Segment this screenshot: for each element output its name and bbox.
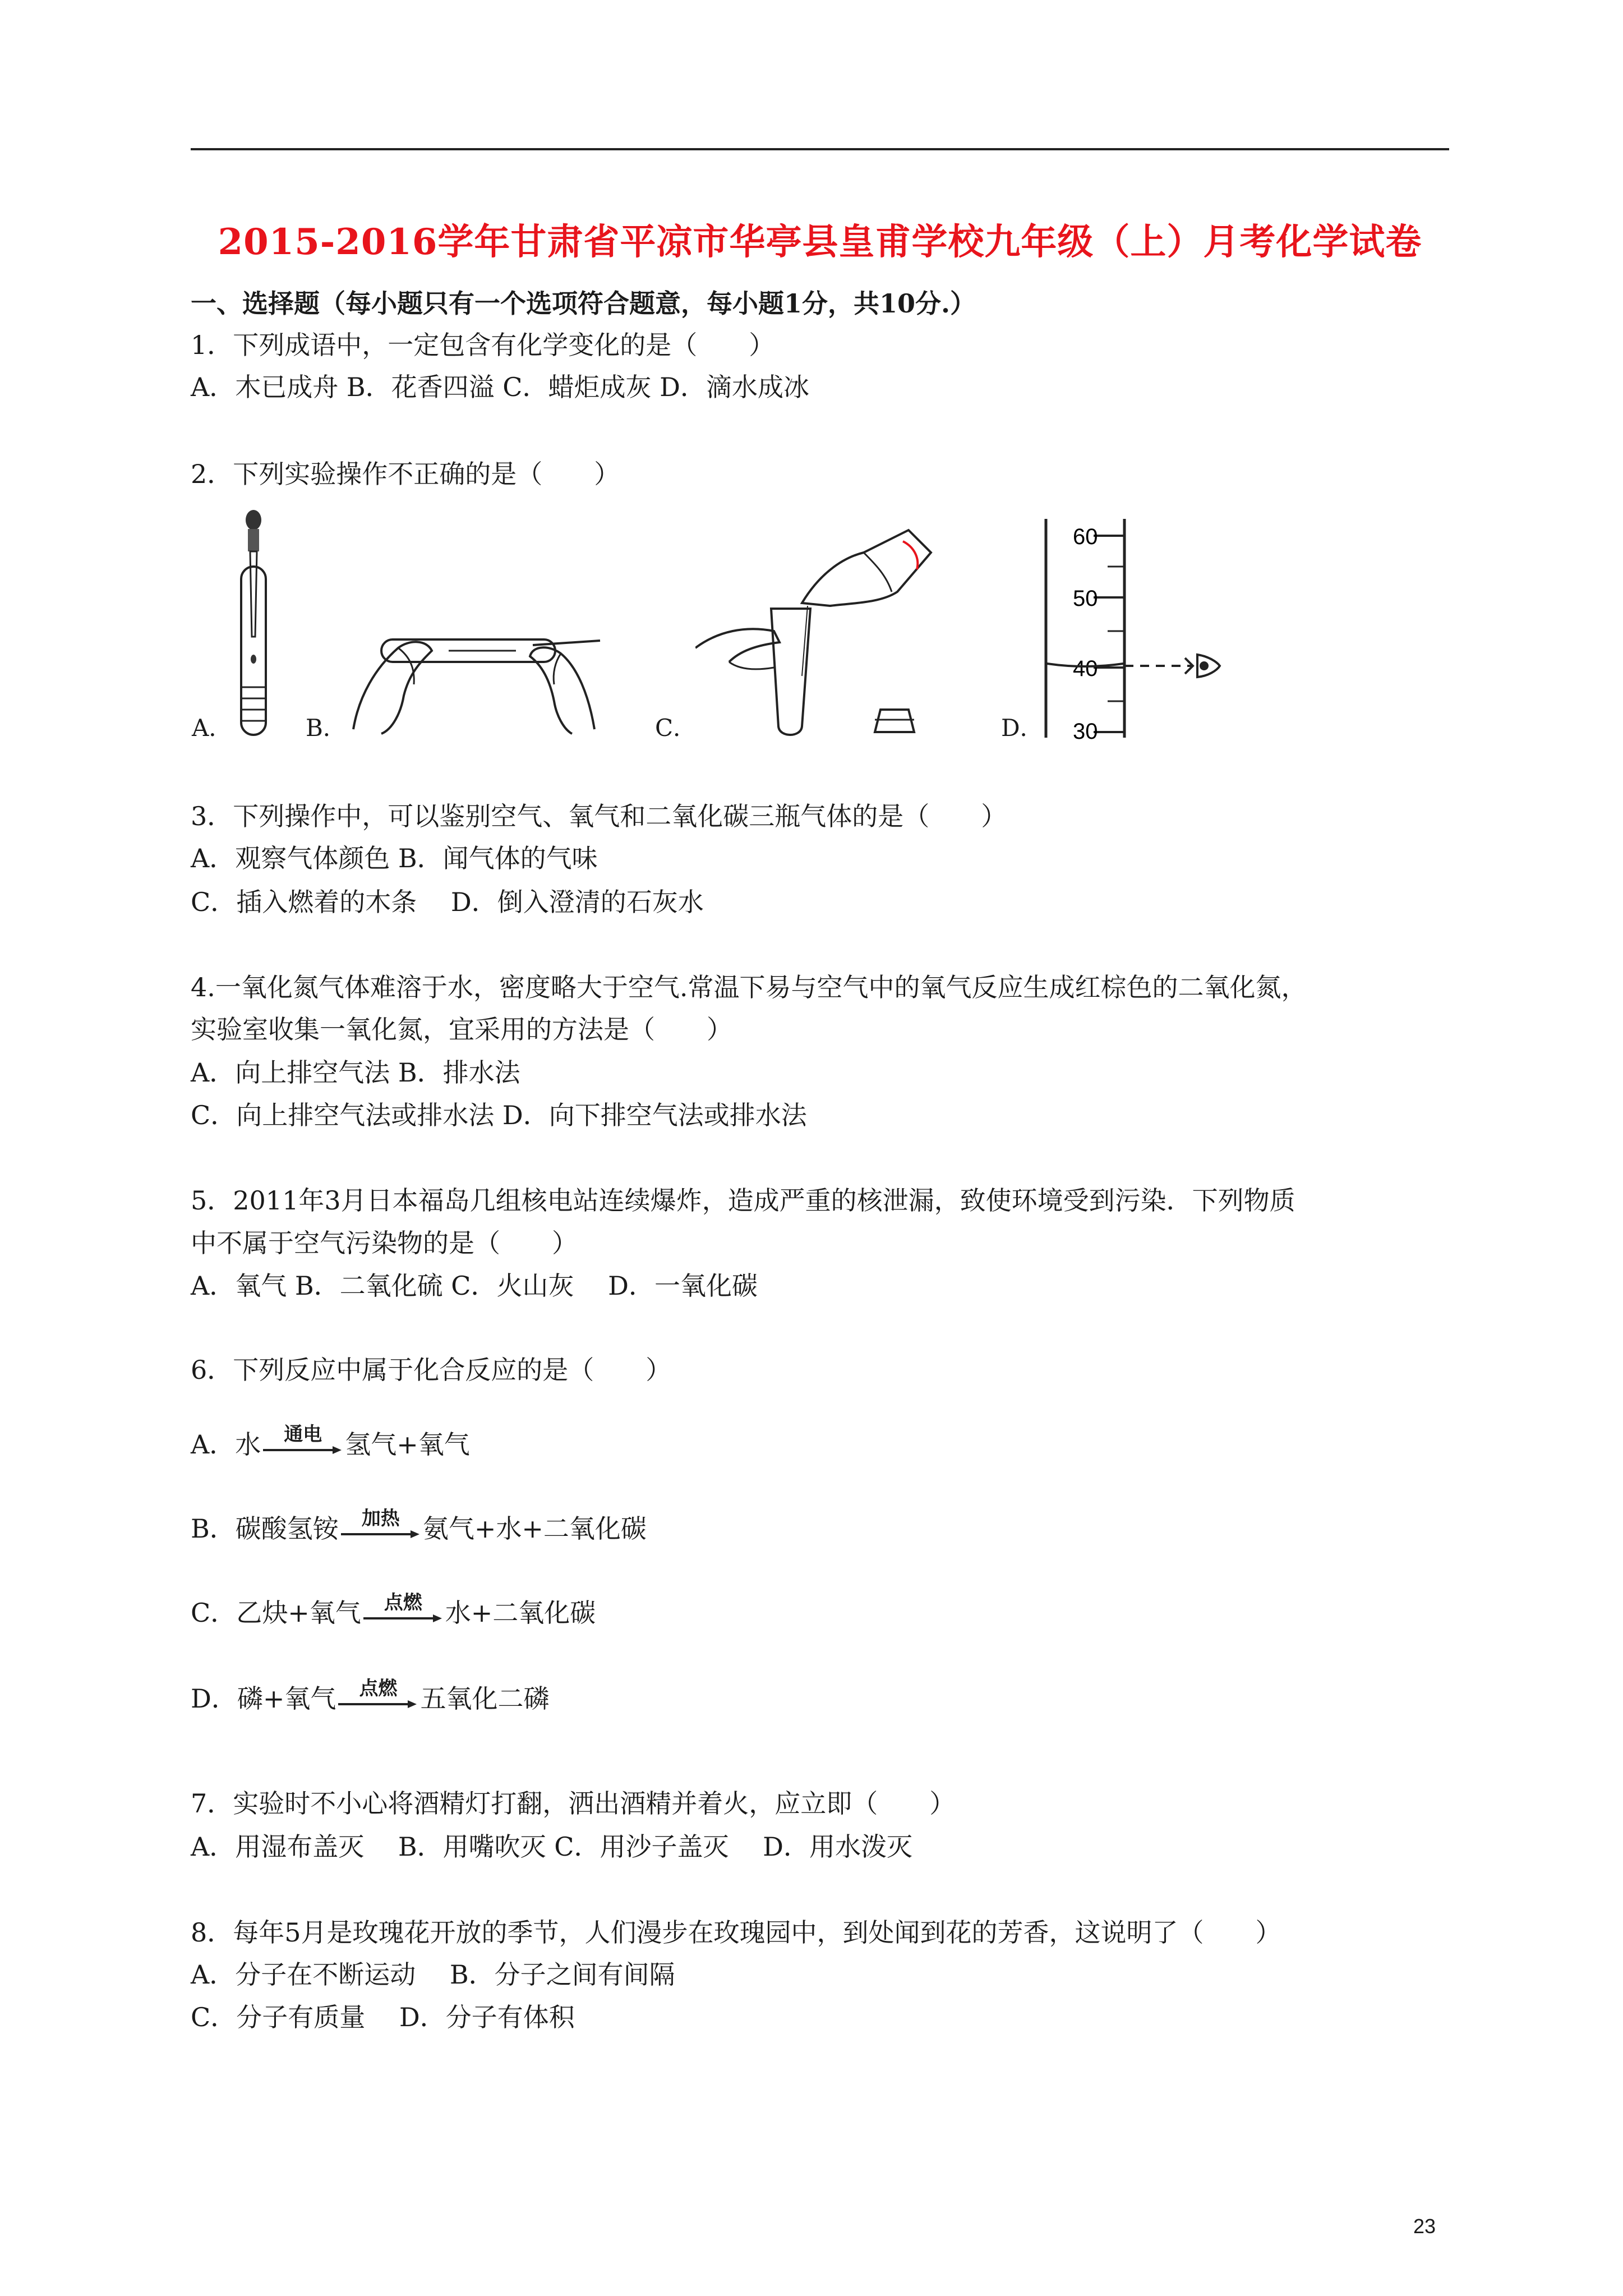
pouring-liquid-figure [695, 508, 942, 743]
reaction-arrow [361, 1591, 445, 1630]
q2-label-c: C． [655, 714, 697, 742]
cylinder-tick-60: 60 [1073, 524, 1098, 549]
q6-c-reactant: C．乙炔+氧气 [191, 1598, 361, 1628]
dropper-in-tube-figure [224, 508, 286, 743]
q1-stem: 1．下列成语中，一定包含有化学变化的是（ ） [191, 330, 775, 360]
reaction-arrow [336, 1677, 420, 1715]
q6-d-reactant: D．磷+氧气 [191, 1683, 336, 1714]
q6-d-condition: 点燃 [359, 1677, 398, 1700]
cylinder-tick-30: 30 [1073, 719, 1098, 743]
q6-stem: 6．下列反应中属于化合反应的是（ ） [191, 1355, 672, 1385]
header-rule [191, 148, 1449, 150]
q4-stem-2: 实验室收集一氧化氮，宜采用的方法是（ ） [191, 1014, 732, 1045]
q3-stem: 3．下列操作中，可以鉴别空气、氧气和二氧化碳三瓶气体的是（ ） [191, 801, 1007, 831]
q7-stem: 7．实验时不小心将酒精灯打翻，洒出酒精并着火，应立即（ ） [191, 1788, 956, 1819]
arrow-icon [339, 1529, 423, 1540]
arrow-icon [336, 1699, 420, 1710]
q6-a-product: 氢气+氧气 [345, 1429, 470, 1460]
cylinder-tick-50: 50 [1073, 586, 1098, 611]
q4-stem-1: 4.一氧化氮气体难溶于水，密度略大于空气.常温下易与空气中的氧气反应生成红棕色的二氧化氮， [191, 972, 1307, 1002]
arrow-icon [261, 1444, 345, 1456]
q4-options-2: C．向上排空气法或排水法 D．向下排空气法或排水法 [191, 1100, 807, 1130]
q6-b-reactant: B．碳酸氢铵 [191, 1513, 339, 1544]
q3-options-1: A．观察气体颜色 B．闻气体的气味 [191, 843, 598, 873]
q5-stem-2: 中不属于空气污染物的是（ ） [191, 1228, 578, 1258]
q1-options: A．木已成舟 B．花香四溢 C．蜡炬成灰 D．滴水成冰 [191, 372, 809, 402]
cylinder-tick-40: 40 [1073, 656, 1098, 681]
q2-stem: 2．下列实验操作不正确的是（ ） [191, 459, 620, 489]
hands-test-tube-figure [348, 600, 611, 735]
reaction-arrow [339, 1507, 423, 1545]
q6-c-condition: 点燃 [384, 1591, 422, 1614]
q3-options-2: C．插入燃着的木条 D．倒入澄清的石灰水 [191, 887, 704, 917]
q8-stem: 8．每年5月是玫瑰花开放的季节，人们漫步在玫瑰园中，到处闻到花的芳香，这说明了（ ） [191, 1917, 1281, 1948]
q2-label-a: A． [192, 714, 233, 742]
q5-stem-1: 5．2011年3月日本福岛几组核电站连续爆炸，造成严重的核泄漏，致使环境受到污染．下列物质 [191, 1185, 1295, 1216]
page-number: 23 [1413, 2215, 1436, 2238]
q6-option-d [191, 1677, 550, 1715]
q7-options: A．用湿布盖灭 B．用嘴吹灭 C．用沙子盖灭 D．用水泼灭 [191, 1832, 912, 1862]
exam-title: 2015-2016学年甘肃省平凉市华亭县皇甫学校九年级（上）月考化学试卷 [218, 221, 1422, 263]
section-heading: 一、选择题（每小题只有一个选项符合题意，每小题1分，共10分.） [191, 288, 976, 319]
q8-options-1: A．分子在不断运动 B．分子之间有间隔 [191, 1959, 675, 1990]
q6-a-condition: 通电 [284, 1423, 322, 1446]
q6-b-condition: 加热 [361, 1507, 400, 1530]
q6-d-product: 五氧化二磷 [420, 1683, 550, 1714]
graduated-cylinder-figure [1040, 519, 1225, 743]
q6-option-b [191, 1507, 647, 1545]
q2-label-d: D． [1001, 714, 1044, 742]
q6-option-c [191, 1591, 596, 1630]
arrow-icon [361, 1613, 445, 1624]
q5-options: A．氧气 B．二氧化硫 C．火山灰 D．一氧化碳 [191, 1271, 758, 1301]
q6-option-a [191, 1423, 470, 1461]
q4-options-1: A．向上排空气法 B．排水法 [191, 1057, 520, 1088]
q6-a-reactant: A．水 [191, 1429, 261, 1460]
reaction-arrow [261, 1423, 345, 1461]
q2-label-b: B． [306, 714, 347, 742]
q8-options-2: C．分子有质量 D．分子有体积 [191, 2002, 575, 2032]
q6-b-product: 氨气+水+二氧化碳 [422, 1513, 647, 1544]
q6-c-product: 水+二氧化碳 [445, 1598, 596, 1628]
